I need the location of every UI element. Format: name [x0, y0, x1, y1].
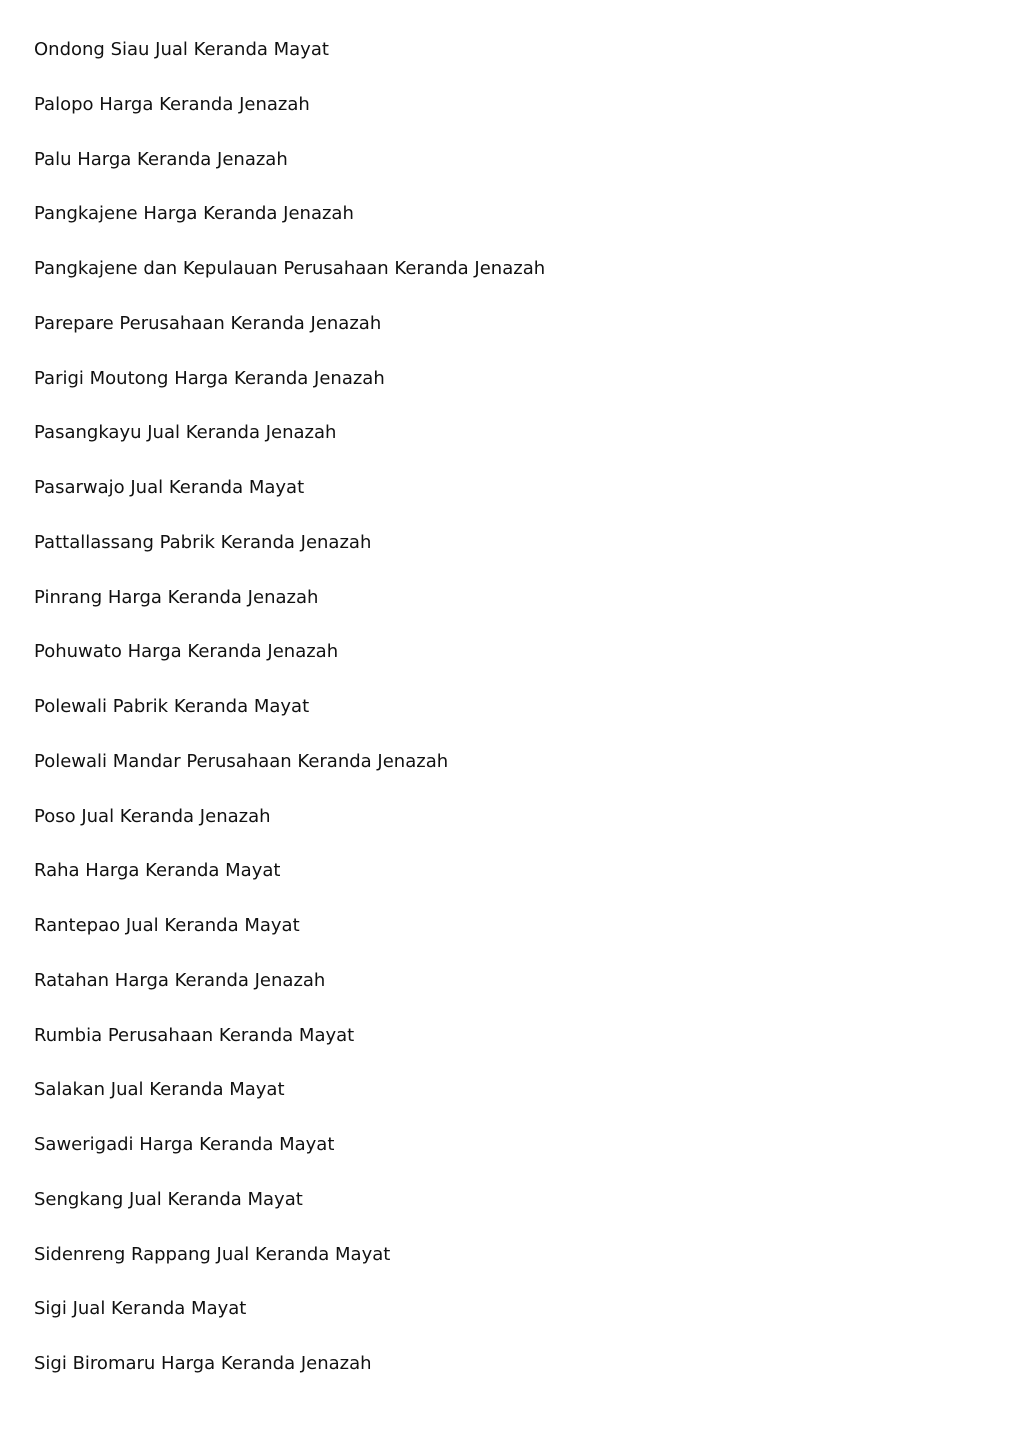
text-line: Parigi Moutong Harga Keranda Jenazah — [34, 367, 385, 389]
text-line: Parepare Perusahaan Keranda Jenazah — [34, 312, 382, 334]
text-line: Pattallassang Pabrik Keranda Jenazah — [34, 531, 372, 553]
text-line: Sawerigadi Harga Keranda Mayat — [34, 1134, 335, 1155]
text-line: Poso Jual Keranda Jenazah — [34, 805, 271, 827]
text-line: Pasangkayu Jual Keranda Jenazah — [34, 422, 337, 444]
text-line: Ondong Siau Jual Keranda Mayat — [34, 39, 329, 60]
text-line: Sengkang Jual Keranda Mayat — [34, 1188, 303, 1210]
text-line: Polewali Mandar Perusahaan Keranda Jenazah — [34, 750, 449, 772]
text-line: Rantepao Jual Keranda Mayat — [34, 915, 300, 936]
text-line: Palopo Harga Keranda Jenazah — [34, 93, 310, 115]
text-line: Pangkajene Harga Keranda Jenazah — [34, 203, 354, 225]
text-line: Polewali Pabrik Keranda Mayat — [34, 696, 310, 717]
text-line: Pohuwato Harga Keranda Jenazah — [34, 641, 339, 663]
text-line: Pangkajene dan Kepulauan Perusahaan Keranda Jenazah — [34, 258, 546, 279]
text-line-list — [34, 36, 994, 1405]
text-line: Ratahan Harga Keranda Jenazah — [34, 969, 326, 991]
text-line: Rumbia Perusahaan Keranda Mayat — [34, 1024, 355, 1046]
text-line: Sigi Jual Keranda Mayat — [34, 1298, 247, 1320]
text-line: Sidenreng Rappang Jual Keranda Mayat — [34, 1243, 391, 1265]
text-line: Salakan Jual Keranda Mayat — [34, 1079, 285, 1101]
text-line: Pasarwajo Jual Keranda Mayat — [34, 477, 305, 498]
text-line: Raha Harga Keranda Mayat — [34, 860, 281, 882]
text-line: Palu Harga Keranda Jenazah — [34, 148, 288, 170]
text-line: Pinrang Harga Keranda Jenazah — [34, 586, 319, 608]
text-line: Sigi Biromaru Harga Keranda Jenazah — [34, 1353, 372, 1374]
